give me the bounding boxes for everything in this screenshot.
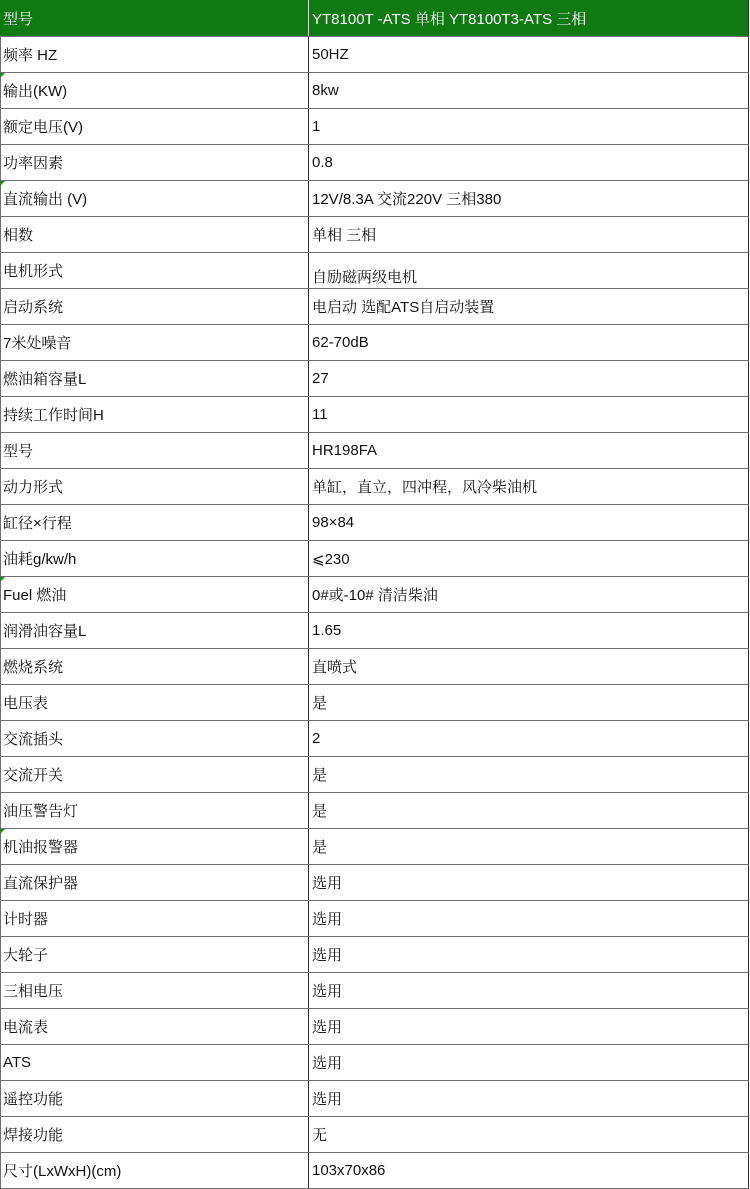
- table-row: [0, 145, 749, 181]
- row-value: 1.65: [309, 613, 749, 648]
- table-row: [0, 829, 749, 865]
- row-label: 焊接功能: [0, 1117, 309, 1152]
- table-row: [0, 865, 749, 901]
- row-label: 三相电压: [0, 973, 309, 1008]
- table-row: [0, 1117, 749, 1153]
- table-row: [0, 217, 749, 253]
- row-label: 相数: [0, 217, 309, 252]
- row-value: 无: [309, 1117, 749, 1152]
- table-row: [0, 937, 749, 973]
- table-header-row: [0, 0, 749, 37]
- row-value: 62-70dB: [309, 325, 749, 360]
- table-row: [0, 1009, 749, 1045]
- table-row: [0, 73, 749, 109]
- row-value: 2: [309, 721, 749, 756]
- row-label: 油耗g/kw/h: [0, 541, 309, 576]
- row-label: 大轮子: [0, 937, 309, 972]
- table-row: [0, 649, 749, 685]
- row-label: 直流保护器: [0, 865, 309, 900]
- row-label: 交流插头: [0, 721, 309, 756]
- table-row: [0, 721, 749, 757]
- table-row: [0, 757, 749, 793]
- row-value: 是: [309, 757, 749, 792]
- table-row: [0, 1045, 749, 1081]
- row-label: 机油报警器: [0, 829, 309, 864]
- row-label: 计时器: [0, 901, 309, 936]
- header-value-cell: YT8100T -ATS 单相 YT8100T3-ATS 三相: [309, 0, 749, 36]
- row-label: 交流开关: [0, 757, 309, 792]
- header-label-cell: 型号: [0, 0, 309, 36]
- row-label: 缸径×行程: [0, 505, 309, 540]
- row-label: 频率 HZ: [0, 37, 309, 72]
- row-value: 单缸，直立，四冲程，风冷柴油机: [309, 469, 749, 504]
- table-row: [0, 541, 749, 577]
- table-row: [0, 613, 749, 649]
- row-value: 选用: [309, 1009, 749, 1044]
- row-value: 自励磁两级电机: [309, 253, 749, 288]
- table-row: [0, 253, 749, 289]
- row-label: 电流表: [0, 1009, 309, 1044]
- table-row: [0, 1081, 749, 1117]
- row-value: 50HZ: [309, 37, 749, 72]
- table-row: [0, 109, 749, 145]
- table-row: [0, 577, 749, 613]
- row-value: 选用: [309, 937, 749, 972]
- table-row: [0, 469, 749, 505]
- table-row: [0, 181, 749, 217]
- row-value: 27: [309, 361, 749, 396]
- row-value: 是: [309, 793, 749, 828]
- table-row: [0, 361, 749, 397]
- row-value: HR198FA: [309, 433, 749, 468]
- row-value: ⩽230: [309, 541, 749, 576]
- row-label: 输出(KW): [0, 73, 309, 108]
- table-row: [0, 793, 749, 829]
- row-value: 是: [309, 829, 749, 864]
- row-label: Fuel 燃油: [0, 577, 309, 612]
- row-value: 1: [309, 109, 749, 144]
- row-label: 动力形式: [0, 469, 309, 504]
- row-value: 12V/8.3A 交流220V 三相380: [309, 181, 749, 216]
- table-row: [0, 685, 749, 721]
- row-label: 润滑油容量L: [0, 613, 309, 648]
- row-label: 功率因素: [0, 145, 309, 180]
- row-label: 持续工作时间H: [0, 397, 309, 432]
- row-label: ATS: [0, 1045, 309, 1080]
- row-value: 103x70x86: [309, 1153, 749, 1188]
- row-value: 选用: [309, 973, 749, 1008]
- row-value: 11: [309, 397, 749, 432]
- row-value: 选用: [309, 901, 749, 936]
- row-label: 额定电压(V): [0, 109, 309, 144]
- table-row: [0, 433, 749, 469]
- row-label: 尺寸(LxWxH)(cm): [0, 1153, 309, 1188]
- table-row: [0, 289, 749, 325]
- row-value: 电启动 选配ATS自启动装置: [309, 289, 749, 324]
- row-value: 0#或-10# 清洁柴油: [309, 577, 749, 612]
- row-label: 型号: [0, 433, 309, 468]
- table-row: [0, 901, 749, 937]
- row-label: 直流输出 (V): [0, 181, 309, 216]
- row-label: 燃油箱容量L: [0, 361, 309, 396]
- row-value: 98×84: [309, 505, 749, 540]
- row-value: 直喷式: [309, 649, 749, 684]
- row-value: 是: [309, 685, 749, 720]
- row-label: 启动系统: [0, 289, 309, 324]
- row-label: 电机形式: [0, 253, 309, 288]
- table-row: [0, 37, 749, 73]
- table-row: [0, 397, 749, 433]
- row-label: 油压警告灯: [0, 793, 309, 828]
- row-value: 选用: [309, 1081, 749, 1116]
- row-label: 电压表: [0, 685, 309, 720]
- row-value: 选用: [309, 1045, 749, 1080]
- table-row: [0, 325, 749, 361]
- row-value: 选用: [309, 865, 749, 900]
- row-label: 7米处噪音: [0, 325, 309, 360]
- row-value: 8kw: [309, 73, 749, 108]
- row-label: 遥控功能: [0, 1081, 309, 1116]
- row-label: 燃烧系统: [0, 649, 309, 684]
- table-row: [0, 505, 749, 541]
- row-value: 0.8: [309, 145, 749, 180]
- row-value: 单相 三相: [309, 217, 749, 252]
- table-row: [0, 973, 749, 1009]
- table-row: [0, 1153, 749, 1189]
